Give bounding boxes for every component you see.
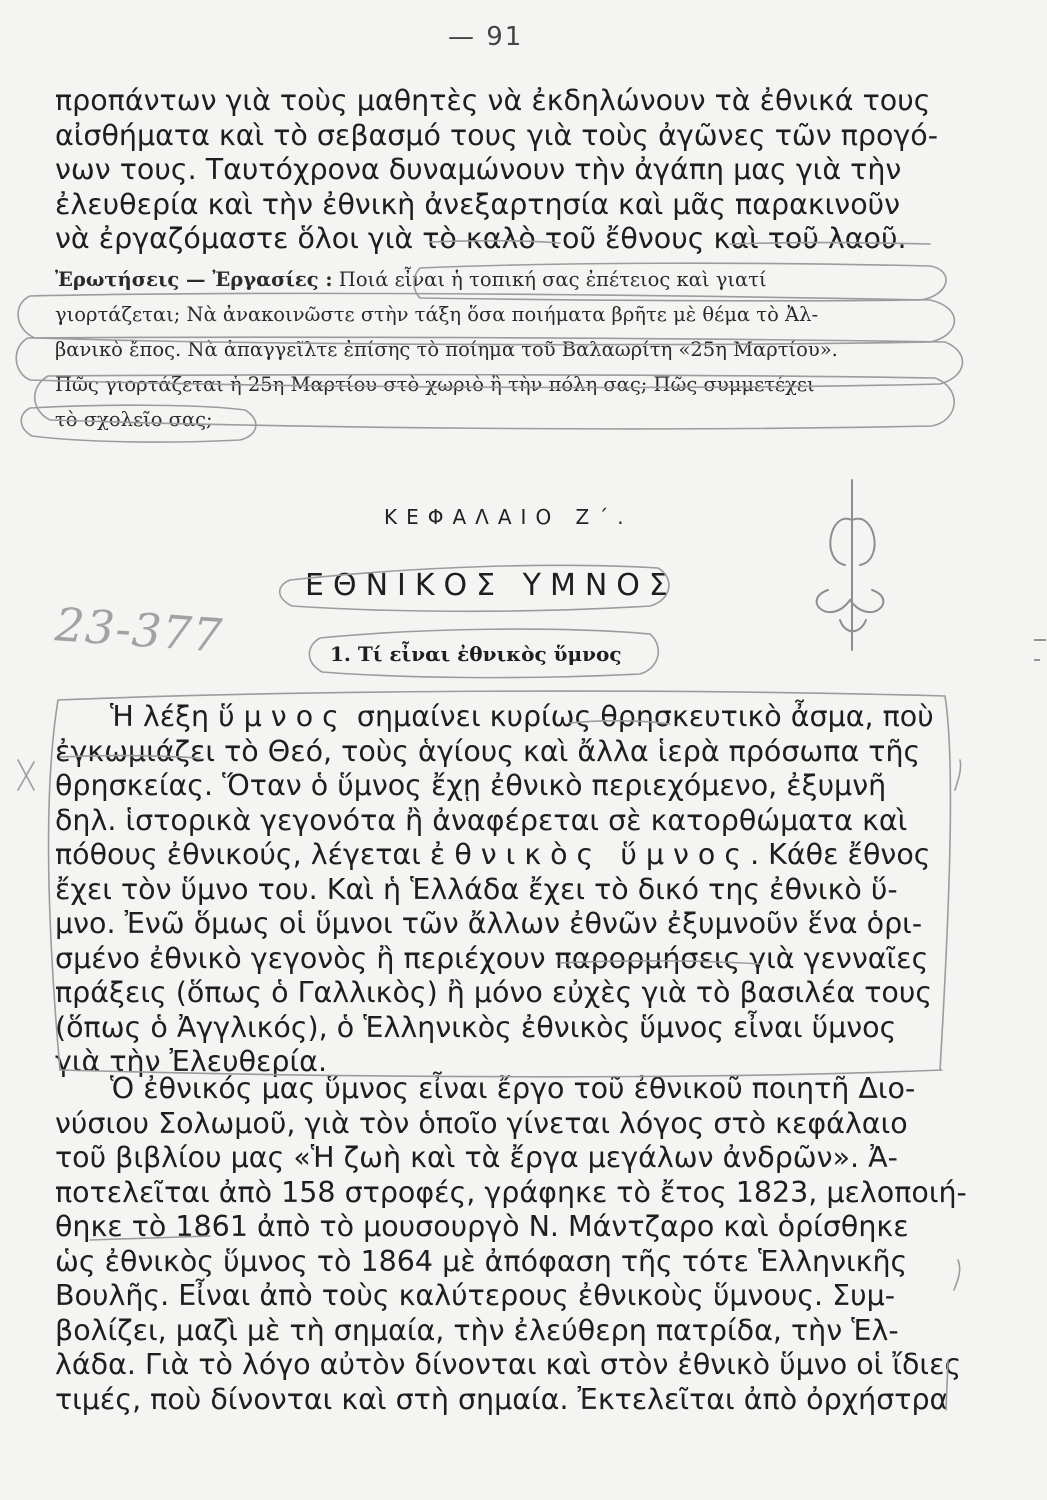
text-line: προπάντων γιὰ τοὺς μαθητὲς νὰ ἐκδηλώνουν τὰ ἐθνικά τους bbox=[55, 84, 931, 117]
text-line: βολίζει, μαζὶ μὲ τὴ σημαία, τὴν ἐλεύθερη πατρίδα, τὴν Ἑλ- bbox=[55, 1313, 899, 1347]
body-paragraph-1 bbox=[55, 700, 935, 1080]
text-line: θηκε τὸ 1861 ἀπὸ τὸ μουσουργὸ Ν. Μάντζαρο καὶ ὁρίσθηκε bbox=[55, 1210, 909, 1243]
text-line bbox=[55, 838, 935, 873]
chapter-title: ΕΘΝΙΚΟΣ ΥΜΝΟΣ bbox=[305, 568, 677, 603]
text-line: λάδα. Γιὰ τὸ λόγο αὐτὸν δίνονται καὶ στὸν ἐθνικὸ ὕμνο οἱ ἴδιες bbox=[55, 1348, 962, 1381]
text-line: ἔχει τὸν ὕμνο του. Καὶ ἡ Ἑλλάδα ἔχει τὸ δικό της ἐθνικὸ ὕ- bbox=[55, 872, 898, 906]
pencil-tick bbox=[954, 1260, 960, 1290]
questions-line: γιορτάζεται; Νὰ ἀνακοινῶστε στὴν τάξη ὅσα ποιήματα βρῆτε μὲ θέμα τὸ Ἀλ- bbox=[55, 303, 819, 326]
text-line: τιμές, ποὺ δίνονται καὶ στὴ σημαία. Ἐκτελεῖται ἀπὸ ὀρχήστρα bbox=[55, 1382, 949, 1416]
questions-line: Πῶς γιορτάζεται ἡ 25η Μαρτίου στὸ χωριὸ ἢ τὴν πόλη σας; Πῶς συμμετέχει bbox=[55, 373, 815, 396]
handwritten-note: 23-377 bbox=[53, 597, 225, 663]
questions-line: βανικὸ ἔπος. Νὰ ἀπαγγεῖλτε ἐπίσης τὸ ποίημα τοῦ Βαλαωρίτη «25η Μαρτίου». bbox=[55, 338, 838, 361]
spaced-term: ὕμνος bbox=[218, 700, 348, 733]
questions-line: τὸ σχολεῖο σας; bbox=[55, 408, 213, 431]
text-line: ποτελεῖται ἀπὸ 158 στροφές, γράφηκε τὸ ἔτος 1823, μελοποιή- bbox=[55, 1175, 967, 1209]
margin-marks bbox=[1034, 640, 1046, 660]
text-line: γιὰ τὴν Ἐλευθερία. bbox=[55, 1045, 328, 1078]
text-line: νὰ ἐργαζόμαστε ὅλοι γιὰ τὸ καλὸ τοῦ ἔθνους καὶ τοῦ λαοῦ. bbox=[55, 222, 907, 255]
text-line: αἰσθήματα καὶ τὸ σεβασμό τους γιὰ τοὺς ἀγῶνες τῶν προγό- bbox=[55, 118, 938, 152]
text-line bbox=[55, 700, 935, 735]
spaced-term: ἐθνικὸς ὕμνος bbox=[429, 838, 751, 871]
text-line: Βουλῆς. Εἶναι ἀπὸ τοὺς καλύτερους ἐθνικοὺς ὕμνους. Συμ- bbox=[55, 1279, 896, 1312]
text-line: τοῦ βιβλίου μας «Ἡ ζωὴ καὶ τὰ ἔργα μεγάλων ἀνδρῶν». Ἀ- bbox=[55, 1141, 898, 1174]
text-run: σημαίνει κυρίως θρησκευτικὸ ἆσμα, ποὺ bbox=[347, 700, 934, 733]
questions-label: Ἐρωτήσεις — Ἐργασίες : bbox=[55, 268, 333, 291]
chapter-label: ΚΕΦΑΛΑΙΟ Ζ΄. bbox=[384, 505, 633, 529]
section-title: 1. Τί εἶναι ἐθνικὸς ὕμνος bbox=[330, 642, 622, 666]
text-line: νύσιου Σολωμοῦ, γιὰ τὸν ὁποῖο γίνεται λόγος στὸ κεφάλαιο bbox=[55, 1106, 908, 1140]
pencil-mark bbox=[18, 760, 34, 790]
decorative-sketch bbox=[817, 480, 884, 650]
intro-paragraph bbox=[55, 84, 938, 257]
text-line: νων τους. Ταυτόχρονα δυναμώνουν τὴν ἀγάπη μας γιὰ τὴν bbox=[55, 153, 902, 186]
text-line: μνο. Ἐνῶ ὅμως οἱ ὕμνοι τῶν ἄλλων ἐθνῶν ἐξυμνοῦν ἕνα ὁρι- bbox=[55, 907, 923, 940]
text-run: πόθους ἐθνικούς, λέγεται bbox=[55, 838, 430, 871]
pencil-mark bbox=[18, 762, 34, 790]
text-run: . Κάθε ἔθνος bbox=[750, 838, 931, 871]
text-line: ὡς ἐθνικὸς ὕμνος τὸ 1864 μὲ ἀπόφαση τῆς τότε Ἑλληνικῆς bbox=[55, 1244, 908, 1278]
text-line: θρησκείας. Ὅταν ὁ ὕμνος ἔχῃ ἐθνικὸ περιεχόμενο, ἐξυμνῆ bbox=[55, 769, 887, 802]
text-line: (ὅπως ὁ Ἀγγλικός), ὁ Ἑλληνικὸς ἐθνικὸς ὕμνος εἶναι ὕμνος bbox=[55, 1010, 897, 1044]
questions-line bbox=[55, 262, 945, 297]
text-line: Ὁ ἐθνικός μας ὕμνος εἶναι ἔργο τοῦ ἐθνικοῦ ποιητῆ Διο- bbox=[110, 1072, 916, 1105]
text-line: σμένο ἐθνικὸ γεγονὸς ἢ περιέχουν παρορμήσεις γιὰ γενναῖες bbox=[55, 941, 929, 975]
text-line: δηλ. ἱστορικὰ γεγονότα ἢ ἀναφέρεται σὲ κατορθώματα καὶ bbox=[55, 803, 908, 837]
questions-exercises-block bbox=[55, 262, 945, 437]
page-number: — 91 bbox=[448, 22, 524, 52]
text-line: πράξεις (ὅπως ὁ Γαλλικὸς) ἢ μόνο εὐχὲς γιὰ τὸ βασιλέα τους bbox=[55, 976, 933, 1009]
pencil-tick bbox=[955, 760, 961, 790]
text-line: ἐλευθερία καὶ τὴν ἐθνικὴ ἀνεξαρτησία καὶ μᾶς παρακινοῦν bbox=[55, 187, 901, 221]
text-run: Ἡ λέξη bbox=[110, 700, 219, 733]
questions-text: Ποιά εἶναι ἡ τοπική σας ἐπέτειος καὶ γιατί bbox=[332, 268, 767, 291]
body-paragraph-2 bbox=[55, 1072, 967, 1417]
text-line: ἐγκωμιάζει τὸ Θεό, τοὺς ἁγίους καὶ ἄλλα ἱερὰ πρόσωπα τῆς bbox=[55, 734, 921, 768]
